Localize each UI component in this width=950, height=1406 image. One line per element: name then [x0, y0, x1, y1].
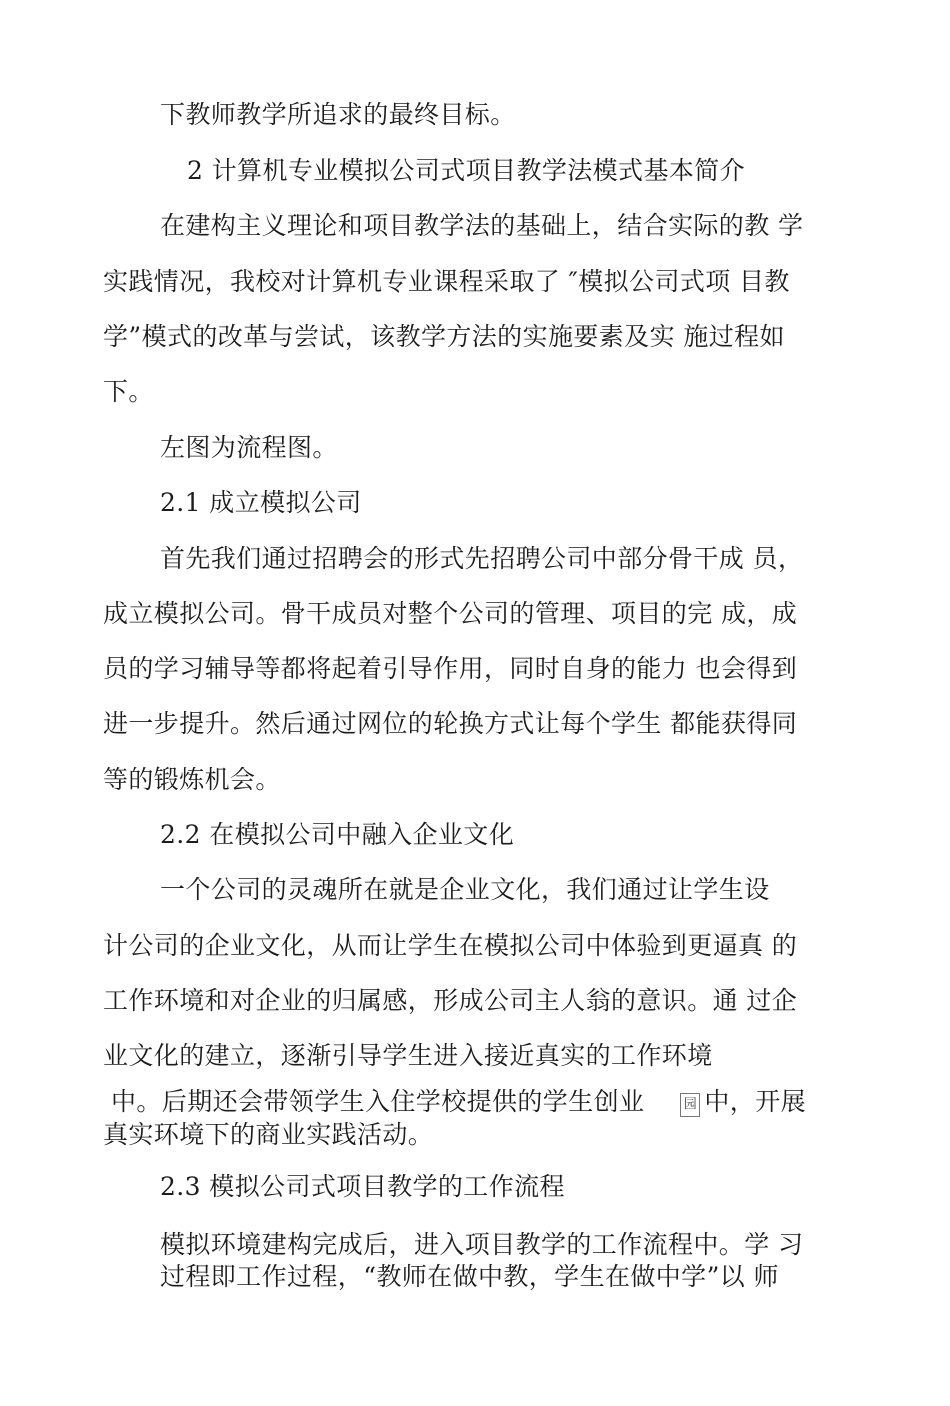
- text-line: 过程即工作过程，“教师在做中教，学生在做中学”以 师: [160, 1262, 779, 1291]
- text-line: 模拟环境建构完成后，进入项目教学的工作流程中。学 习: [160, 1230, 804, 1259]
- text-line: 首先我们通过招聘会的形式先招聘公司中部分骨干成 员，: [160, 544, 804, 573]
- subsection-heading: 2.1 成立模拟公司: [160, 488, 362, 517]
- text-line: 学”模式的改革与尝试，该教学方法的实施要素及实 施过程如: [103, 322, 785, 351]
- text-line: 在建构主义理论和项目教学法的基础上，结合实际的教 学: [160, 211, 804, 240]
- text-segment: 中，开展: [704, 1087, 807, 1116]
- text-line: [111, 1085, 806, 1119]
- garden-glyph-icon: 园: [680, 1093, 700, 1117]
- text-line: 左图为流程图。: [160, 433, 338, 462]
- text-line: 进一步提升。然后通过网位的轮换方式让每个学生 都能获得同: [103, 709, 798, 738]
- text-line: 一个公司的灵魂所在就是企业文化，我们通过让学生设: [160, 875, 770, 904]
- subsection-heading: 2.3 模拟公司式项目教学的工作流程: [160, 1172, 565, 1201]
- text-segment: 中。后期还会带领学生入住学校提供的学生创业: [111, 1087, 645, 1116]
- text-line: 业文化的建立，逐渐引导学生进入接近真实的工作环境: [103, 1041, 713, 1070]
- text-line: 计公司的企业文化，从而让学生在模拟公司中体验到更逼真 的: [103, 931, 798, 960]
- text-line: 下教师教学所追求的最终目标。: [160, 100, 516, 129]
- subsection-heading: 2.2 在模拟公司中融入企业文化: [160, 820, 515, 849]
- text-line: 下。: [103, 377, 154, 406]
- text-line: 员的学习辅导等都将起着引导作用，同时自身的能力 也会得到: [103, 654, 798, 683]
- section-heading: 2 计算机专业模拟公司式项目教学法模式基本简介: [187, 156, 746, 185]
- text-line: 成立模拟公司。骨干成员对整个公司的管理、项目的完 成，成: [103, 599, 798, 628]
- text-line: 工作环境和对企业的归属感，形成公司主人翁的意识。通 过企: [103, 986, 798, 1015]
- text-line: 真实环境下的商业实践活动。: [103, 1120, 434, 1149]
- text-line: 等的锻炼机会。: [103, 765, 281, 794]
- text-line: 实践情况，我校对计算机专业课程采取了 ″模拟公司式项 目教: [103, 267, 790, 296]
